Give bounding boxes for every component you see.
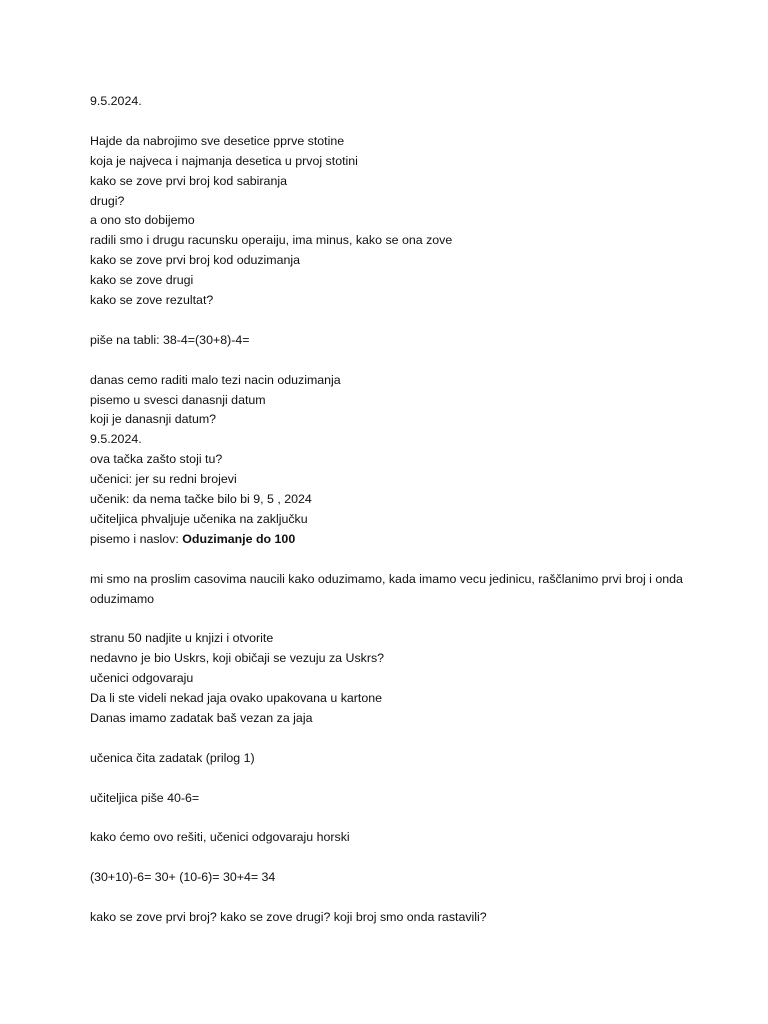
text-line: nedavno je bio Uskrs, koji običaji se vezuju za Uskrs? [90,651,385,666]
lesson-title: Oduzimanje do 100 [182,531,296,546]
text-line: Hajde da nabrojimo sve desetice pprve stotine [90,133,345,148]
text-line: stranu 50 nadjite u knjizi i otvorite [90,631,274,646]
text-line: učenik: da nema tačke bilo bi 9, 5 , 2024 [90,492,312,507]
document-body [90,92,690,928]
text-line: a ono sto dobijemo [90,213,195,228]
text-line: ova tačka zašto stoji tu? [90,452,223,467]
blank-line [90,112,690,132]
text-line: kako se zove rezultat? [90,293,214,308]
final-question-line: kako se zove prvi broj? kako se zove drugi? koji broj smo onda rastavili? [90,910,487,924]
lesson-title-line [90,530,690,550]
blank-line [90,550,690,570]
blank-line [90,729,690,749]
text-line: Danas imamo zadatak baš vezan za jaja [90,711,313,726]
text-line: radili smo i drugu racunsku operaiju, ima minus, kako se ona zove [90,233,453,248]
text-line: učenici odgovaraju [90,671,194,686]
text-line: koji je danasnji datum? [90,412,217,427]
teacher-writes-line: učiteljica piše 40-6= [90,790,200,805]
date-line: 9.5.2024. [90,94,142,108]
text-line: kako se zove prvi broj kod oduzimanja [90,253,301,268]
blank-line [90,809,690,829]
blank-line [90,848,690,868]
task-read-line: učenica čita zadatak (prilog 1) [90,750,255,765]
blank-line [90,351,690,371]
text-line: kako se zove prvi broj kod sabiranja [90,173,287,188]
board-line: piše na tabli: 38-4=(30+8)-4= [90,332,250,347]
blank-line [90,610,690,630]
blank-line [90,888,690,908]
blank-line [90,311,690,331]
text-line: danas cemo raditi malo tezi nacin oduzimanja [90,372,341,387]
solution-line: (30+10)-6= 30+ (10-6)= 30+4= 34 [90,870,276,885]
text-line: učenici: jer su redni brojevi [90,472,237,487]
lesson-title-prefix: pisemo i naslov: [90,531,183,546]
text-line: Da li ste videli nekad jaja ovako upakovana u kartone [90,691,383,706]
text-line: pisemo u svesci danasnji datum [90,392,266,407]
paragraph: mi smo na proslim casovima naucili kako oduzimamo, kada imamo vecu jedinicu, raščlanimo prvi broj i onda oduzimamo [90,571,683,606]
text-line: učiteljica phvaljuje učenika na zaključku [90,511,308,526]
text-line: 9.5.2024. [90,432,142,447]
text-line: drugi? [90,193,125,208]
blank-line [90,769,690,789]
text-line: koja je najveca i najmanja desetica u prvoj stotini [90,153,358,168]
text-line: kako se zove drugi [90,273,194,288]
how-solve-line: kako ćemo ovo rešiti, učenici odgovaraju horski [90,830,350,845]
